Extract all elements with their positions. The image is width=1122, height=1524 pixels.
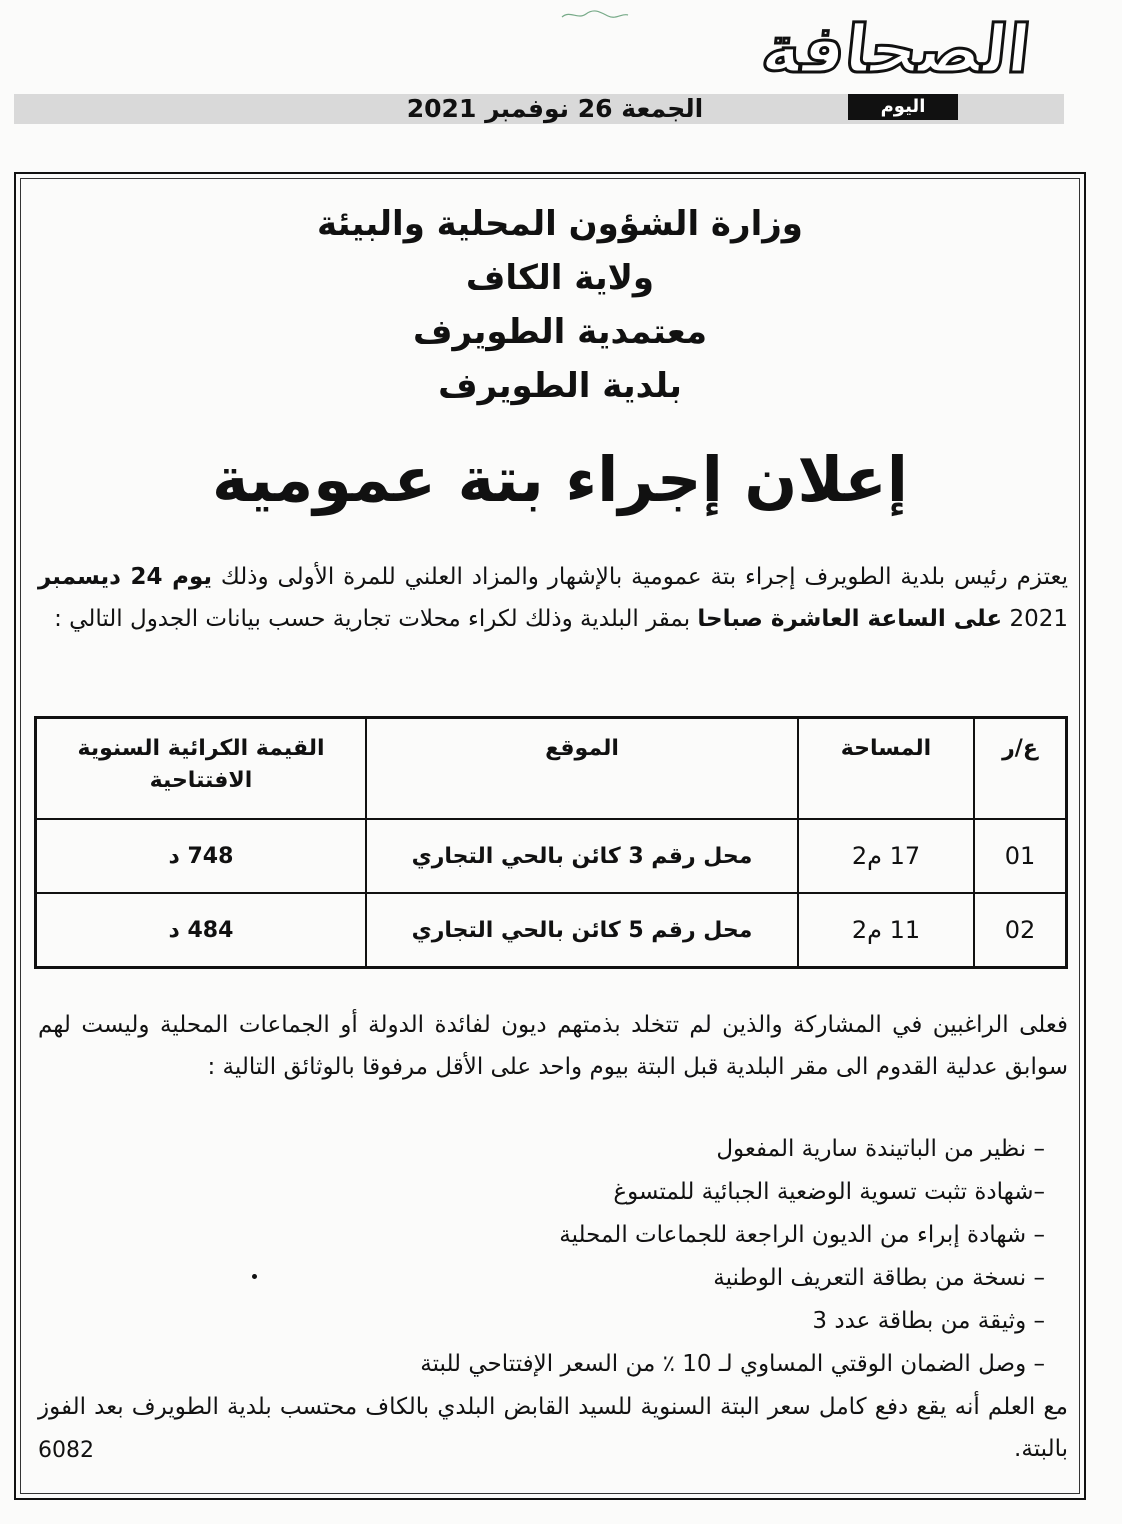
ink-dot [252, 1274, 257, 1279]
intro-year: 2021 [1002, 606, 1068, 632]
cell-area: 17 م2 [798, 819, 974, 893]
list-item: – نظير من الباتيندة سارية المفعول [716, 1136, 1045, 1162]
reference-number: 6082 [38, 1438, 94, 1463]
table-header-row [36, 718, 1067, 820]
cell-rent-value: 484 د [36, 893, 367, 968]
ministry-line: وزارة الشؤون المحلية والبيئة [317, 204, 803, 244]
intro-date-bold: يوم 24 ديسمبر [38, 564, 213, 590]
list-item: – وصل الضمان الوقتي المساوي لـ 10 ٪ من السعر الإفتتاحي للبتة [420, 1351, 1045, 1377]
logo-wordmark: الصحافة [757, 11, 1035, 88]
governorate-line: ولاية الكاف [465, 258, 655, 298]
cell-location: محل رقم 3 كائن بالحي التجاري [366, 819, 798, 893]
cell-location: محل رقم 5 كائن بالحي التجاري [366, 893, 798, 968]
notice-title: إعلان إجراء بتة عمومية [211, 443, 909, 516]
list-item: – نسخة من بطاقة التعريف الوطنية [713, 1265, 1045, 1291]
intro-text-2: بمقر البلدية وذلك لكراء محلات تجارية حسب بيانات الجدول التالي : [54, 606, 698, 632]
intro-paragraph [38, 556, 1068, 640]
list-item: – وثيقة من بطاقة عدد 3 [812, 1308, 1045, 1334]
table-row [36, 819, 1067, 893]
required-documents-list [300, 1128, 1045, 1386]
list-item: – شهادة إبراء من الديون الراجعة للجماعات المحلية [559, 1222, 1045, 1248]
conditions-paragraph: فعلى الراغبين في المشاركة والذين لم تتخلد بذمتهم ديون لفائدة الدولة أو الجماعات المحلية وليست لهم سوابق عدلية القدوم الى مقر البلدية قبل البتة بيوم واحد على الأقل مرفوقا بالوثائق التالية : [38, 1012, 1068, 1080]
premises-table [34, 716, 1068, 969]
pen-scribble-mark [560, 8, 630, 22]
municipality-line: بلدية الطويرف [438, 366, 682, 406]
cell-area: 11 م2 [798, 893, 974, 968]
newspaper-logo [730, 10, 1062, 122]
cell-rent-value: 748 د [36, 819, 367, 893]
newspaper-masthead [0, 0, 1122, 140]
column-header-number: ع/ر [974, 718, 1067, 820]
column-header-location: الموقع [366, 718, 798, 820]
column-header-area: المساحة [798, 718, 974, 820]
logo-subtitle: اليوم [848, 94, 958, 120]
closing-paragraph: مع العلم أنه يقع دفع كامل سعر البتة السنوية للسيد القابض البلدي بالكاف محتسب بلدية الطويرف بعد الفوز بالبتة. [38, 1394, 1068, 1462]
cell-number: 02 [974, 893, 1067, 968]
intro-time-bold: على الساعة العاشرة صباحا [697, 606, 1003, 632]
list-item: –شهادة تثبت تسوية الوضعية الجبائية للمتسوغ [613, 1179, 1045, 1205]
cell-number: 01 [974, 819, 1067, 893]
table-row [36, 893, 1067, 968]
column-header-rent-value: القيمة الكرائية السنوية الافتتاحية [36, 718, 367, 820]
issue-date: الجمعة 26 نوفمبر 2021 [406, 94, 704, 123]
intro-text-1: يعتزم رئيس بلدية الطويرف إجراء بتة عمومية بالإشهار والمزاد العلني للمرة الأولى وذلك [212, 564, 1069, 590]
delegation-line: معتمدية الطويرف [412, 312, 708, 352]
